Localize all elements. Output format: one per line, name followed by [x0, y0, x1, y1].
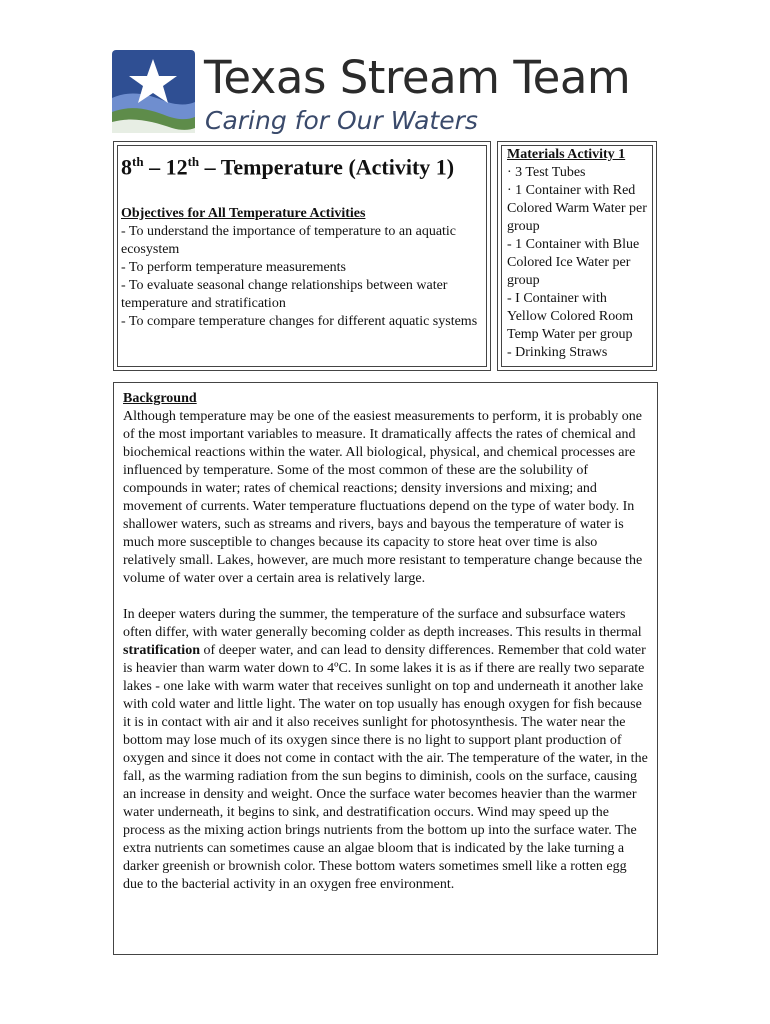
grade-end: 12 [165, 154, 188, 180]
logo-tagline: Caring for Our Waters [205, 106, 478, 135]
objective-item: - To evaluate seasonal change relationships between water temperature and stratification [121, 278, 448, 311]
materials-section [507, 146, 649, 362]
materials-item: · 1 Container with Red Colored Warm Water per group [507, 183, 647, 234]
materials-item: · 3 Test Tubes [507, 165, 586, 180]
materials-item: - 1 Container with Blue Colored Ice Water per group [507, 237, 640, 288]
background-paragraph-2 [123, 606, 649, 894]
texas-stream-team-logo [112, 50, 652, 135]
background-section [123, 390, 649, 912]
materials-box [497, 141, 657, 371]
materials-item: - Drinking Straws [507, 345, 608, 360]
logo-title: Texas Stream Team [204, 51, 631, 104]
grade-start-suffix: th [132, 154, 144, 169]
activity-title: 8th – 12th – Temperature (Activity 1) [121, 154, 455, 180]
star-wave-logo-icon [112, 50, 195, 133]
paragraph-2-text-end: of deeper water, and can lead to density differences. Remember that cold water is heavier than warm water down to 4ºC. In some lakes it is as if there are really two separate lakes - one lake with warm water that receives sunlight on top and underneath it another lake with cold water and little light. The water on top usually has enough oxygen for fish because it is in contact with air and it also receives sunlight for photosynthesis. The water near the bottom may lose much of its oxygen since there is no light to support plant production of oxygen and since it does not come in contact with the air. The temperature of the water, in the fall, as the warming radiation from the sun begins to diminish, cools on the surface, causing an increase in density and weight. Once the surface water becomes heavier than the warmer water underneath, it begins to sink, and destratification occurs. Wind may speed up the process as the mixing action brings nutrients from the bottom up into the surface water. The extra nutrients can sometimes cause an algae bloom that is indicated by the lake turning a darker greenish or brownish color. These bottom waters sometimes smell like a rotten egg due to the bacterial activity in an oxygen free environment. [123, 643, 648, 892]
objective-item: - To compare temperature changes for different aquatic systems [121, 314, 478, 329]
objectives-section [121, 205, 483, 331]
materials-item: - I Container with Yellow Colored Room Temp Water per group [507, 291, 634, 342]
grade-start: 8 [121, 154, 132, 180]
stratification-term: stratification [123, 643, 200, 658]
paragraph-2-text-start: In deeper waters during the summer, the temperature of the surface and subsurface waters often differ, with water generally becoming colder as depth increases. This results in thermal [123, 607, 642, 640]
activity-title-box [113, 141, 491, 371]
objectives-heading: Objectives for All Temperature Activities [121, 206, 366, 221]
background-paragraph-1: Although temperature may be one of the easiest measurements to perform, it is probably one of the most important variables to measure. It dramatically affects the rates of chemical and biochemical reactions within the water. All biological, physical, and chemical processes are influenced by temperature. Some of the most common of these are the solubility of compounds in water; rates of chemical reactions; density inversions and mixing; and movement of currents. Water temperature fluctuations depend on the type of water body. In shallower waters, such as streams and rivers, bays and bayous the temperature of water is much more susceptible to changes because its capacity to store heat over time is also relatively small. Lakes, however, are much more resistant to temperature change because the volume of water over a certain area is relatively large. [123, 409, 643, 586]
objective-item: - To understand the importance of temperature to an aquatic ecosystem [121, 224, 457, 257]
background-heading: Background [123, 391, 197, 406]
background-box [113, 382, 658, 955]
objective-item: - To perform temperature measurements [121, 260, 347, 275]
grade-end-suffix: th [187, 154, 200, 169]
materials-heading: Materials Activity 1 [507, 147, 626, 162]
activity-name: Temperature (Activity 1) [220, 154, 455, 180]
